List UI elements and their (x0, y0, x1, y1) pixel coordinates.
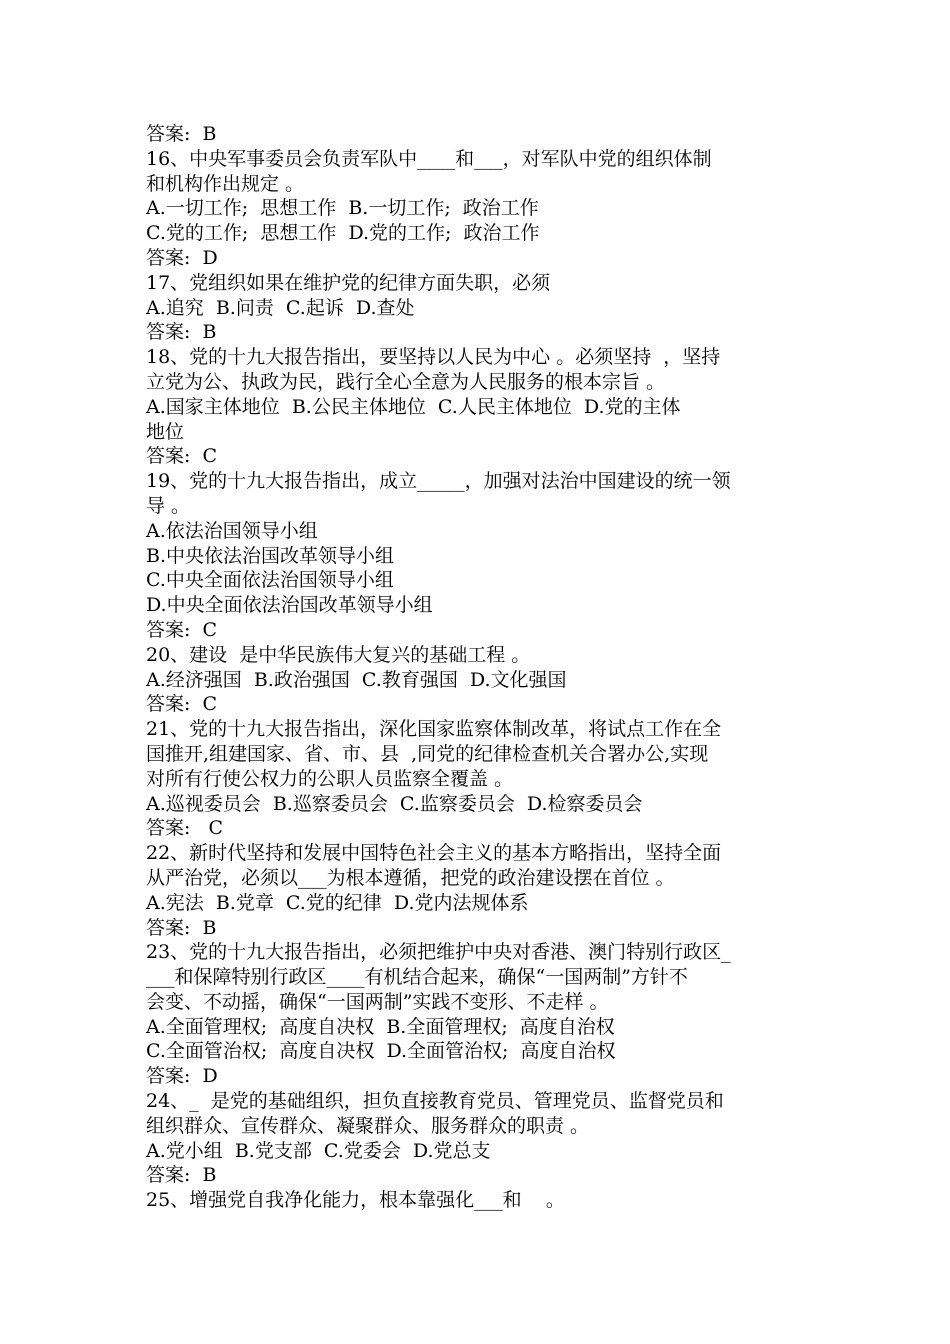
question-16-options-ab: A.一切工作; 思想工作 B.一切工作; 政治工作 (146, 197, 539, 220)
question-19-option-d: D.中央全面依法治国改革领导小组 (146, 594, 433, 617)
question-20-answer: 答案: C (146, 693, 218, 716)
question-21-text-cont-2: 对所有行使公权力的公职人员监察全覆盖 。 (146, 767, 514, 790)
answer-line: 答案: B (146, 123, 217, 145)
question-16-text: 16、中央军事委员会负责军队中____和___，对军队中党的组织体制 (146, 147, 712, 170)
question-25-text: 25、增强党自我净化能力，根本靠强化___和 。 (146, 1189, 565, 1212)
question-19-answer: 答案: C (146, 618, 218, 641)
question-24-text-cont: 组织群众、宣传群众、凝聚群众、服务群众的职责 。 (146, 1114, 590, 1137)
question-24-answer: 答案: B (146, 1164, 217, 1187)
question-16-options-cd: C.党的工作; 思想工作 D.党的工作; 政治工作 (146, 222, 540, 245)
question-17-options: A.追究 B.问责 C.起诉 D.查处 (146, 296, 415, 319)
question-19-text-cont: 导 。 (146, 494, 191, 517)
question-19-option-b: B.中央依法治国改革领导小组 (146, 544, 395, 567)
question-18-options: A.国家主体地位 B.公民主体地位 C.人民主体地位 D.党的主体 (146, 395, 681, 418)
question-18-answer: 答案: C (146, 445, 218, 468)
question-23-text-cont: ___和保障特别行政区____有机结合起来，确保“一国两制”方针不 (146, 966, 688, 989)
question-21-text-cont: 国推开,组建国家、省、市、县 ,同党的纪律检查机关合署办公,实现 (146, 742, 709, 765)
question-19-text: 19、党的十九大报告指出，成立_____，加强对法治中国建设的统一领 (146, 470, 731, 493)
question-23-answer: 答案: D (146, 1065, 218, 1088)
question-23-options-ab: A.全面管理权; 高度自决权 B.全面管理权; 高度自治权 (146, 1015, 615, 1038)
question-18-options-cont: 地位 (146, 420, 185, 443)
question-19-option-a: A.依法治国领导小组 (146, 519, 318, 542)
question-22-answer: 答案: B (146, 916, 217, 939)
question-21-answer: 答案: C (146, 817, 224, 840)
question-23-text-cont-2: 会变、不动摇，确保“一国两制”实践不变形、不走样 。 (146, 990, 609, 1013)
question-20-text: 20、建设 是中华民族伟大复兴的基础工程 。 (146, 643, 531, 666)
question-17-answer: 答案: B (146, 321, 217, 344)
question-20-options: A.经济强国 B.政治强国 C.教育强国 D.文化强国 (146, 668, 567, 691)
question-23-text: 23、党的十九大报告指出，必须把维护中央对香港、澳门特别行政区_ (146, 941, 731, 964)
question-24-options: A.党小组 B.党支部 C.党委会 D.党总支 (146, 1139, 491, 1162)
question-19-option-c: C.中央全面依法治国领导小组 (146, 569, 394, 592)
question-22-text-cont: 从严治党，必须以___为根本遵循，把党的政治建设摆在首位 。 (146, 866, 675, 889)
question-22-text: 22、新时代坚持和发展中国特色社会主义的基本方略指出，坚持全面 (146, 842, 722, 865)
question-16-answer: 答案: D (146, 246, 218, 269)
question-17-text: 17、党组织如果在维护党的纪律方面失职，必须 (146, 271, 551, 294)
question-22-options: A.宪法 B.党章 C.党的纪律 D.党内法规体系 (146, 891, 529, 914)
question-21-text: 21、党的十九大报告指出，深化国家监察体制改革，将试点工作在全 (146, 718, 722, 741)
question-16-text-cont: 和机构作出规定 。 (146, 172, 305, 195)
document-page (146, 122, 816, 1213)
question-24-text: 24、_ 是党的基础组织，担负直接教育党员、管理党员、监督党员和 (146, 1090, 724, 1113)
question-18-text-cont: 立党为公、执政为民，践行全心全意为人民服务的根本宗旨 。 (146, 370, 666, 393)
question-21-options: A.巡视委员会 B.巡察委员会 C.监察委员会 D.检察委员会 (146, 792, 643, 815)
question-18-text: 18、党的十九大报告指出，要坚持以人民为中心 。必须坚持 ，坚持 (146, 346, 721, 369)
question-23-options-cd: C.全面管治权; 高度自决权 D.全面管治权; 高度自治权 (146, 1040, 616, 1063)
